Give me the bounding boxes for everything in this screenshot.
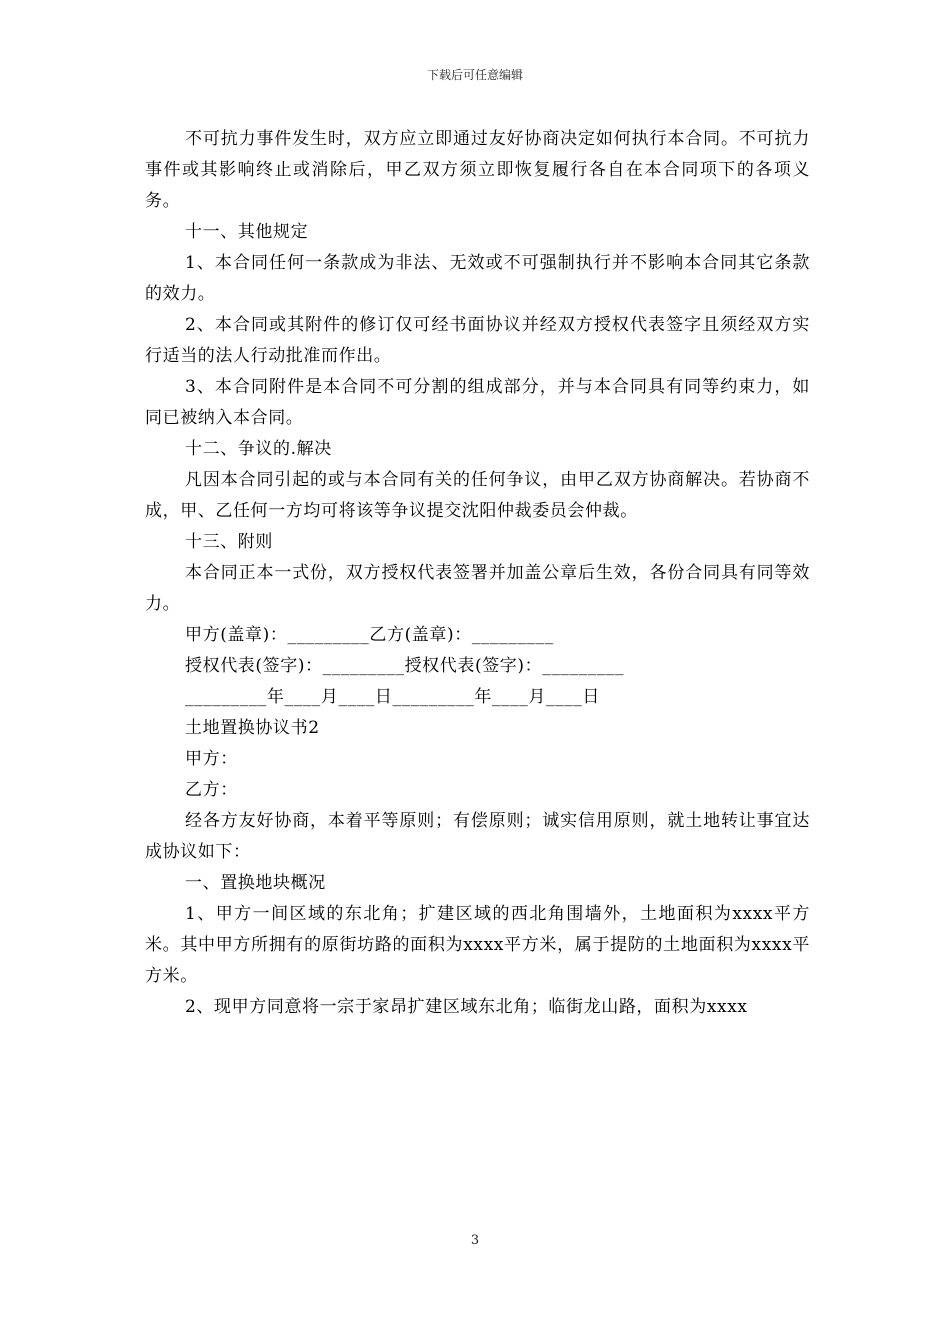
paragraph: 乙方： bbox=[185, 780, 238, 800]
paragraph: 甲方(盖章)：_________乙方(盖章)：_________ bbox=[185, 625, 554, 645]
paragraph: 十一、其他规定 bbox=[185, 222, 309, 242]
page-header: 下载后可任意编辑 bbox=[426, 68, 523, 82]
paragraph: 土地置换协议书2 bbox=[185, 718, 320, 738]
paragraph: 一、置换地块概况 bbox=[185, 873, 326, 893]
paragraph: 2、本合同或其附件的修订仅可经书面协议并经双方授权代表签字且须经双方实行适当的法人行动批准而作出。 bbox=[145, 315, 810, 366]
paragraph: 1、甲方一间区域的东北角；扩建区域的西北角围墙外，土地面积为xxxx平方米。其中甲方所拥有的原街坊路的面积为xxxx平方米，属于提防的土地面积为xxxx平方米。 bbox=[145, 904, 810, 986]
paragraph: 3、本合同附件是本合同不可分割的组成部分，并与本合同具有同等约束力，如同已被纳入本合同。 bbox=[145, 377, 810, 428]
paragraph: 凡因本合同引起的或与本合同有关的任何争议，由甲乙双方协商解决。若协商不成，甲、乙任何一方均可将该等争议提交沈阳仲裁委员会仲裁。 bbox=[145, 470, 810, 521]
page-number: 3 bbox=[470, 1233, 480, 1248]
paragraph: _________年____月____日_________年____月____日 bbox=[185, 687, 600, 707]
document-body bbox=[145, 124, 810, 1023]
paragraph: 2、现甲方同意将一宗于家昂扩建区域东北角；临街龙山路，面积为xxxx bbox=[185, 997, 748, 1017]
paragraph: 甲方： bbox=[185, 749, 238, 769]
paragraph: 不可抗力事件发生时，双方应立即通过友好协商决定如何执行本合同。不可抗力事件或其影响终止或消除后，甲乙双方须立即恢复履行各自在本合同项下的各项义务。 bbox=[145, 129, 810, 211]
paragraph: 本合同正本一式份，双方授权代表签署并加盖公章后生效，各份合同具有同等效力。 bbox=[145, 563, 810, 614]
paragraph: 授权代表(签字)：_________授权代表(签字)：_________ bbox=[185, 656, 625, 676]
paragraph: 十三、附则 bbox=[185, 532, 273, 552]
paragraph: 经各方友好协商，本着平等原则；有偿原则；诚实信用原则，就土地转让事宜达成协议如下： bbox=[145, 811, 810, 862]
paragraph: 1、本合同任何一条款成为非法、无效或不可强制执行并不影响本合同其它条款的效力。 bbox=[145, 253, 810, 304]
paragraph: 十二、争议的.解决 bbox=[185, 439, 332, 459]
